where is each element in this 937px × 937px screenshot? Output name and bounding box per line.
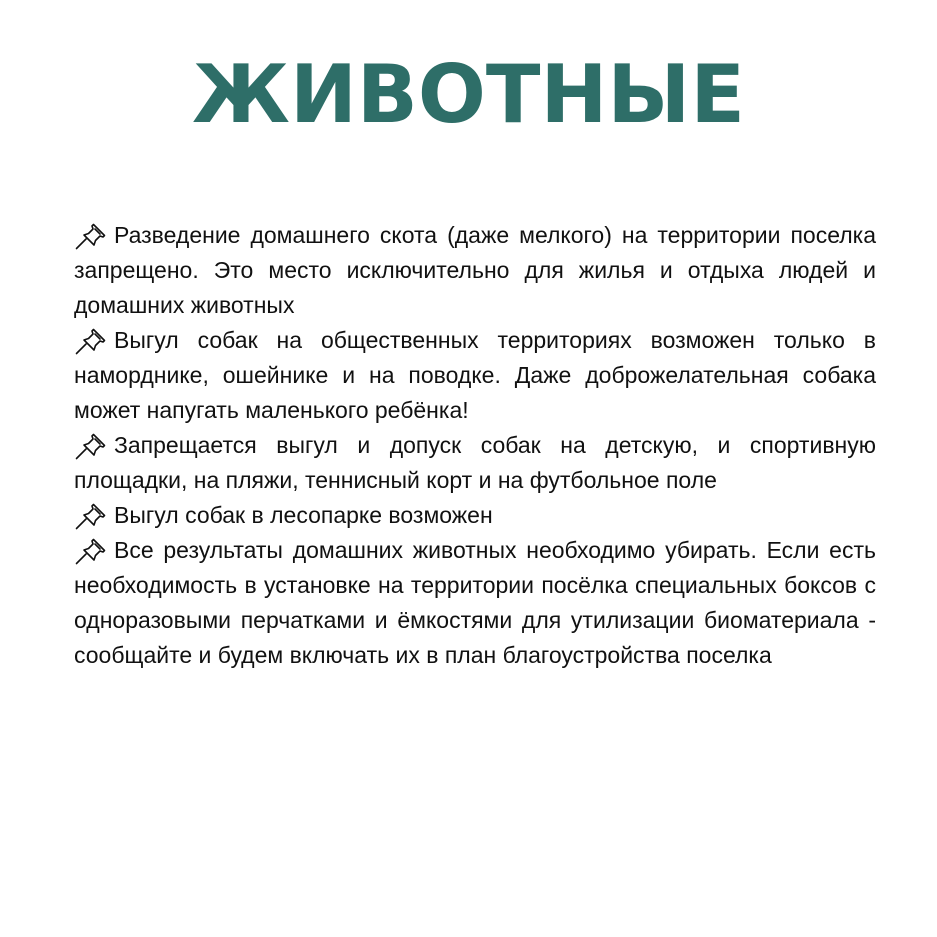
pushpin-icon — [74, 326, 108, 352]
rule-text: Запрещается выгул и допуск собак на детскую, и спортивную площадки, на пляжи, теннисный корт и на футбольное поле — [74, 432, 876, 493]
list-item — [74, 323, 876, 428]
list-item — [74, 428, 876, 498]
rule-text: Все результаты домашних животных необходимо убирать. Если есть необходимость в установке на территории посёлка специальных боксов с одноразовыми перчатками и ёмкостями для утилизации биоматериала - сообщайте и будем включать их в план благоустройства поселка — [74, 537, 876, 668]
list-item — [74, 218, 876, 323]
rule-text: Выгул собак на общественных территориях возможен только в наморднике, ошейнике и на поводке. Даже доброжелательная собака может напугать маленького ребёнка! — [74, 327, 876, 423]
list-item — [74, 498, 876, 533]
pushpin-icon — [74, 221, 108, 247]
list-item — [74, 533, 876, 673]
page-title: ЖИВОТНЫЕ — [192, 48, 745, 141]
pushpin-icon — [74, 501, 108, 527]
rule-text: Выгул собак в лесопарке возможен — [114, 502, 493, 528]
pushpin-icon — [74, 431, 108, 457]
rules-list — [74, 218, 876, 673]
pushpin-icon — [74, 536, 108, 562]
rule-text: Разведение домашнего скота (даже мелкого) на территории поселка запрещено. Это место исключительно для жилья и отдыха людей и домашних животных — [74, 222, 876, 318]
